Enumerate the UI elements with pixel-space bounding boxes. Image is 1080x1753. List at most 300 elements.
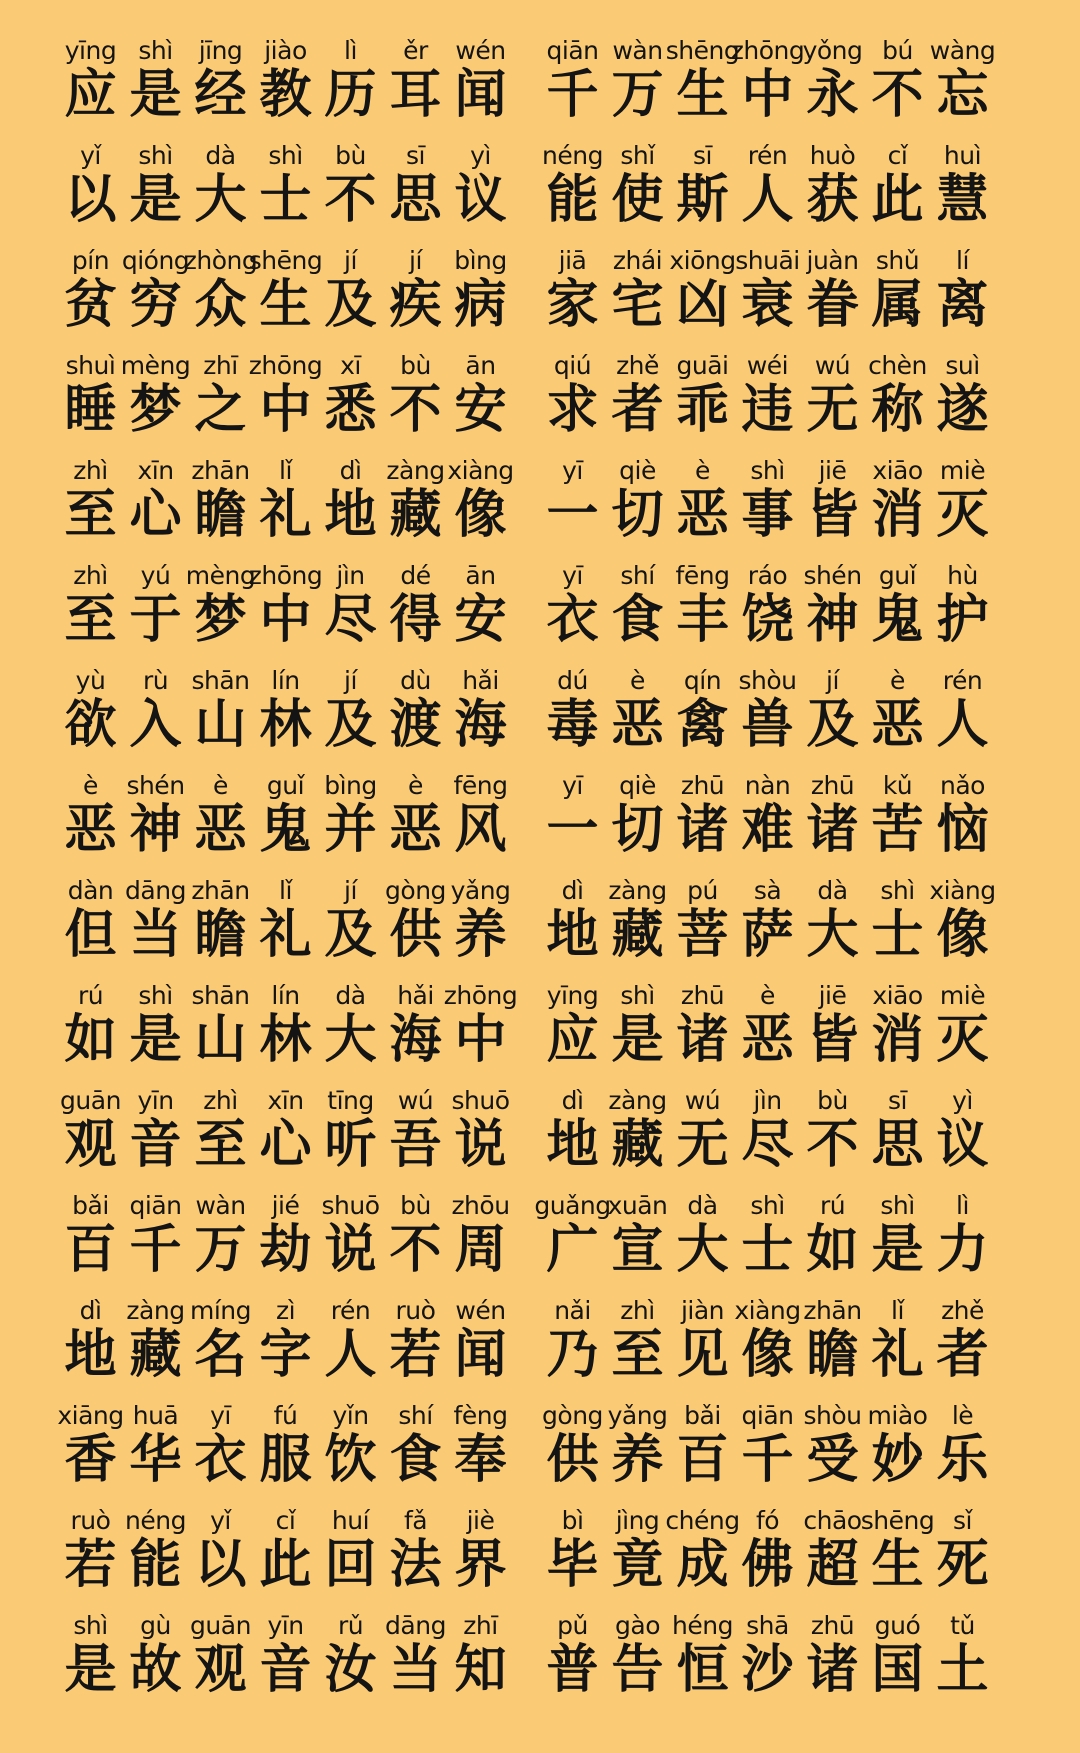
pinyin-syllable: jiē	[818, 981, 847, 1010]
pinyin-syllable: zhān	[803, 1296, 862, 1325]
hanzi-character: 如	[64, 1010, 117, 1070]
character-cell	[188, 771, 253, 876]
character-cell	[540, 1296, 605, 1401]
character-cell	[865, 141, 930, 246]
pinyin-syllable: dú	[557, 666, 588, 695]
pinyin-syllable: kǔ	[882, 771, 913, 800]
pinyin-syllable: chéng	[665, 1506, 740, 1535]
pinyin-syllable: sī	[888, 1086, 907, 1115]
character-cell	[253, 1506, 318, 1611]
hanzi-character: 诸	[676, 1010, 729, 1070]
character-cell	[318, 876, 383, 981]
hanzi-character: 乖	[676, 380, 729, 440]
pinyin-syllable: dà	[205, 141, 236, 170]
hanzi-character: 养	[454, 905, 507, 965]
hanzi-character: 以	[194, 1535, 247, 1595]
character-cell	[665, 1506, 740, 1611]
character-cell	[188, 1191, 253, 1296]
hanzi-character: 不	[389, 380, 442, 440]
hanzi-character: 经	[194, 65, 247, 125]
hanzi-character: 安	[454, 590, 507, 650]
character-cell	[58, 771, 123, 876]
hanzi-character: 宅	[611, 275, 664, 335]
character-cell	[58, 1191, 123, 1296]
pinyin-syllable: xiāng	[57, 1401, 124, 1430]
character-cell	[800, 561, 865, 666]
character-cell	[58, 1296, 123, 1401]
hanzi-character: 中	[454, 1010, 507, 1070]
hanzi-character: 土	[936, 1640, 989, 1700]
hanzi-character: 神	[129, 800, 182, 860]
hanzi-character: 者	[936, 1325, 989, 1385]
pinyin-syllable: zhì	[73, 561, 108, 590]
hanzi-character: 属	[871, 275, 924, 335]
pinyin-syllable: wàn	[195, 1191, 246, 1220]
hanzi-character: 疾	[389, 275, 442, 335]
hanzi-character: 人	[324, 1325, 377, 1385]
hanzi-character: 悉	[324, 380, 377, 440]
hanzi-character: 说	[454, 1115, 507, 1175]
pinyin-syllable: jié	[271, 1191, 300, 1220]
hanzi-character: 字	[259, 1325, 312, 1385]
pinyin-syllable: shì	[73, 1611, 108, 1640]
hanzi-character: 大	[676, 1220, 729, 1280]
pinyin-syllable: tǔ	[950, 1611, 975, 1640]
hanzi-character: 不	[324, 170, 377, 230]
hanzi-character: 菩	[676, 905, 729, 965]
character-cell	[865, 1086, 930, 1191]
character-cell	[735, 1506, 800, 1611]
pinyin-syllable: rǔ	[337, 1611, 364, 1640]
pinyin-syllable: shòu	[738, 666, 797, 695]
pinyin-syllable: dù	[400, 666, 431, 695]
verse-line-left	[58, 876, 513, 981]
hanzi-character: 竟	[611, 1535, 664, 1595]
character-cell	[58, 666, 123, 771]
hanzi-character: 难	[741, 800, 794, 860]
verse-row	[0, 36, 1080, 141]
pinyin-syllable: juàn	[806, 246, 859, 275]
verse-row	[0, 456, 1080, 561]
hanzi-character: 不	[806, 1115, 859, 1175]
hanzi-character: 是	[129, 1010, 182, 1070]
hanzi-character: 地	[546, 905, 599, 965]
hanzi-character: 故	[129, 1640, 182, 1700]
character-cell	[188, 1506, 253, 1611]
character-cell	[253, 666, 318, 771]
pinyin-syllable: míng	[189, 1296, 251, 1325]
pinyin-syllable: huò	[809, 141, 856, 170]
pinyin-syllable: yǐ	[210, 1506, 231, 1535]
character-cell	[383, 246, 448, 351]
pinyin-syllable: dà	[817, 876, 848, 905]
verse-line-left	[58, 771, 513, 876]
pinyin-syllable: fēng	[675, 561, 730, 590]
hanzi-character: 当	[389, 1640, 442, 1700]
character-cell	[248, 246, 323, 351]
character-cell	[383, 36, 448, 141]
pinyin-syllable: dāng	[385, 1611, 446, 1640]
character-cell	[540, 561, 605, 666]
character-cell	[58, 36, 123, 141]
verse-line-left	[58, 351, 513, 456]
hanzi-character: 藏	[389, 485, 442, 545]
pinyin-syllable: guǐ	[878, 561, 917, 590]
pinyin-syllable: nǎo	[940, 771, 985, 800]
hanzi-character: 能	[129, 1535, 182, 1595]
character-cell	[58, 456, 123, 561]
hanzi-character: 藏	[611, 1115, 664, 1175]
hanzi-character: 兽	[741, 695, 794, 755]
character-cell	[253, 771, 318, 876]
pinyin-syllable: è	[760, 981, 775, 1010]
hanzi-character: 生	[259, 275, 312, 335]
character-cell	[123, 141, 188, 246]
verse-line-right	[540, 456, 995, 561]
verse-row	[0, 666, 1080, 771]
pinyin-syllable: ān	[465, 561, 496, 590]
hanzi-character: 斯	[676, 170, 729, 230]
pinyin-syllable: shēng	[860, 1506, 935, 1535]
character-cell	[670, 876, 735, 981]
hanzi-character: 恶	[871, 695, 924, 755]
verse-line-right	[540, 1611, 995, 1716]
character-cell	[800, 1191, 865, 1296]
pinyin-syllable: shuō	[451, 1086, 510, 1115]
verse-line-left	[58, 141, 513, 246]
pinyin-syllable: zhū	[810, 1611, 855, 1640]
pinyin-syllable: jí	[409, 246, 422, 275]
hanzi-character: 瞻	[194, 485, 247, 545]
character-cell	[58, 1086, 123, 1191]
character-cell	[860, 1506, 935, 1611]
hanzi-character: 界	[454, 1535, 507, 1595]
pinyin-syllable: xiāo	[872, 981, 923, 1010]
character-cell	[253, 1401, 318, 1506]
pinyin-syllable: zhōng	[248, 351, 323, 380]
character-cell	[448, 666, 513, 771]
hanzi-character: 至	[64, 485, 117, 545]
pinyin-syllable: miè	[939, 456, 986, 485]
character-cell	[540, 246, 605, 351]
hanzi-character: 凶	[676, 275, 729, 335]
pinyin-syllable: è	[695, 456, 710, 485]
hanzi-character: 皆	[806, 1010, 859, 1070]
pinyin-syllable: rén	[747, 141, 788, 170]
hanzi-character: 地	[64, 1325, 117, 1385]
character-cell	[735, 456, 800, 561]
pinyin-syllable: cǐ	[275, 1506, 296, 1535]
pinyin-syllable: bìng	[324, 771, 377, 800]
character-cell	[188, 981, 253, 1086]
pinyin-syllable: jìn	[336, 561, 365, 590]
character-cell	[58, 1401, 123, 1506]
pinyin-syllable: yīn	[267, 1611, 304, 1640]
character-cell	[800, 1611, 865, 1716]
character-cell	[318, 1296, 383, 1401]
verse-row	[0, 1401, 1080, 1506]
character-cell	[540, 771, 605, 876]
character-cell	[188, 351, 253, 456]
hanzi-character: 千	[129, 1220, 182, 1280]
pinyin-syllable: sà	[753, 876, 782, 905]
hanzi-character: 但	[64, 905, 117, 965]
hanzi-character: 丰	[676, 590, 729, 650]
verse-row	[0, 141, 1080, 246]
hanzi-character: 切	[611, 800, 664, 860]
pinyin-syllable: jí	[344, 246, 357, 275]
pinyin-syllable: miè	[939, 981, 986, 1010]
hanzi-character: 之	[194, 380, 247, 440]
pinyin-syllable: mèng	[120, 351, 191, 380]
pinyin-syllable: shì	[138, 141, 173, 170]
character-cell	[670, 771, 735, 876]
hanzi-character: 像	[936, 905, 989, 965]
character-cell	[665, 36, 740, 141]
hanzi-character: 及	[806, 695, 859, 755]
character-cell	[448, 561, 513, 666]
verse-row	[0, 351, 1080, 456]
pinyin-syllable: tīng	[327, 1086, 374, 1115]
hanzi-character: 家	[546, 275, 599, 335]
character-cell	[540, 666, 605, 771]
hanzi-character: 毒	[546, 695, 599, 755]
hanzi-character: 恶	[64, 800, 117, 860]
hanzi-character: 护	[936, 590, 989, 650]
character-cell	[540, 1611, 605, 1716]
character-cell	[383, 1296, 448, 1401]
pinyin-syllable: zhě	[941, 1296, 984, 1325]
character-cell	[930, 351, 995, 456]
character-cell	[800, 141, 865, 246]
hanzi-character: 音	[259, 1640, 312, 1700]
character-cell	[800, 1506, 865, 1611]
hanzi-character: 瞻	[194, 905, 247, 965]
hanzi-character: 恶	[676, 485, 729, 545]
character-cell	[670, 141, 735, 246]
hanzi-character: 皆	[806, 485, 859, 545]
pinyin-syllable: gào	[615, 1611, 660, 1640]
hanzi-character: 衰	[741, 275, 794, 335]
hanzi-character: 贫	[64, 275, 117, 335]
character-cell	[448, 36, 513, 141]
pinyin-syllable: zì	[275, 1296, 296, 1325]
pinyin-syllable: zhī	[463, 1611, 498, 1640]
pinyin-syllable: yī	[562, 561, 583, 590]
pinyin-syllable: zhū	[680, 981, 725, 1010]
pinyin-syllable: néng	[125, 1506, 186, 1535]
character-cell	[383, 666, 448, 771]
character-cell	[318, 666, 383, 771]
hanzi-character: 乃	[546, 1325, 599, 1385]
pinyin-syllable: jí	[344, 876, 357, 905]
character-cell	[930, 1401, 995, 1506]
pinyin-syllable: qiú	[553, 351, 592, 380]
hanzi-character: 汝	[324, 1640, 377, 1700]
pinyin-syllable: shēng	[248, 246, 323, 275]
hanzi-character: 睡	[64, 380, 117, 440]
verse-row	[0, 1191, 1080, 1296]
character-cell	[735, 666, 800, 771]
verse-line-right	[540, 561, 995, 666]
pinyin-syllable: dì	[561, 876, 584, 905]
character-cell	[318, 1611, 383, 1716]
pinyin-syllable: rén	[330, 1296, 371, 1325]
pinyin-syllable: hǎi	[397, 981, 434, 1010]
verse-row	[0, 1086, 1080, 1191]
character-cell	[188, 876, 253, 981]
pinyin-syllable: qiān	[129, 1191, 182, 1220]
hanzi-character: 恶	[389, 800, 442, 860]
pinyin-syllable: dàn	[67, 876, 114, 905]
hanzi-character: 无	[676, 1115, 729, 1175]
character-cell	[735, 561, 800, 666]
hanzi-character: 普	[546, 1640, 599, 1700]
pinyin-syllable: yù	[75, 666, 106, 695]
pinyin-syllable: lín	[271, 666, 300, 695]
hanzi-character: 眷	[806, 275, 859, 335]
hanzi-character: 是	[871, 1220, 924, 1280]
hanzi-character: 称	[871, 380, 924, 440]
character-cell	[735, 1296, 800, 1401]
hanzi-character: 萨	[741, 905, 794, 965]
pinyin-syllable: shān	[191, 666, 250, 695]
hanzi-character: 灭	[936, 1010, 989, 1070]
pinyin-syllable: yīng	[546, 981, 599, 1010]
pinyin-syllable: bǎi	[72, 1191, 109, 1220]
hanzi-character: 闻	[454, 65, 507, 125]
hanzi-character: 应	[546, 1010, 599, 1070]
hanzi-character: 思	[871, 1115, 924, 1175]
character-cell	[383, 456, 448, 561]
pinyin-syllable: wéi	[746, 351, 789, 380]
character-cell	[735, 141, 800, 246]
pinyin-syllable: pú	[687, 876, 718, 905]
character-cell	[865, 456, 930, 561]
character-cell	[318, 351, 383, 456]
hanzi-character: 中	[259, 590, 312, 650]
character-cell	[188, 1086, 253, 1191]
pinyin-syllable: shén	[126, 771, 185, 800]
character-cell	[248, 561, 323, 666]
hanzi-character: 是	[64, 1640, 117, 1700]
character-cell	[188, 456, 253, 561]
hanzi-character: 恶	[194, 800, 247, 860]
hanzi-character: 香	[64, 1430, 117, 1490]
character-cell	[930, 981, 995, 1086]
hanzi-character: 食	[611, 590, 664, 650]
hanzi-character: 受	[806, 1430, 859, 1490]
character-cell	[605, 1611, 670, 1716]
pinyin-syllable: sī	[406, 141, 425, 170]
hanzi-character: 违	[741, 380, 794, 440]
character-cell	[318, 981, 383, 1086]
character-cell	[123, 1611, 188, 1716]
verse-row	[0, 876, 1080, 981]
character-cell	[253, 876, 318, 981]
pinyin-syllable: xiāo	[872, 456, 923, 485]
pinyin-syllable: è	[213, 771, 228, 800]
character-cell	[123, 456, 188, 561]
pinyin-syllable: xiàng	[734, 1296, 801, 1325]
hanzi-character: 周	[454, 1220, 507, 1280]
character-cell	[123, 1296, 188, 1401]
character-cell	[540, 876, 605, 981]
hanzi-character: 于	[129, 590, 182, 650]
character-cell	[123, 876, 188, 981]
character-cell	[448, 876, 513, 981]
hanzi-character: 忘	[936, 65, 989, 125]
pinyin-syllable: pǔ	[557, 1611, 588, 1640]
character-cell	[448, 456, 513, 561]
hanzi-character: 永	[806, 65, 859, 125]
character-cell	[58, 351, 123, 456]
hanzi-character: 说	[324, 1220, 377, 1280]
pinyin-syllable: xīn	[137, 456, 174, 485]
pinyin-syllable: zàng	[608, 876, 667, 905]
character-cell	[448, 771, 513, 876]
pinyin-syllable: shān	[191, 981, 250, 1010]
pinyin-syllable: huā	[132, 1401, 179, 1430]
hanzi-character: 议	[454, 170, 507, 230]
pinyin-syllable: rú	[77, 981, 104, 1010]
character-cell	[865, 1191, 930, 1296]
hanzi-character: 告	[611, 1640, 664, 1700]
character-cell	[383, 1086, 448, 1191]
hanzi-character: 梦	[129, 380, 182, 440]
hanzi-character: 藏	[129, 1325, 182, 1385]
hanzi-character: 风	[454, 800, 507, 860]
character-cell	[58, 141, 123, 246]
pinyin-syllable: guāi	[676, 351, 729, 380]
pinyin-syllable: guān	[60, 1086, 121, 1115]
character-cell	[930, 456, 995, 561]
pinyin-syllable: lǐ	[891, 1296, 904, 1325]
hanzi-character: 听	[324, 1115, 377, 1175]
pinyin-syllable: xīn	[267, 1086, 304, 1115]
character-cell	[605, 561, 670, 666]
hanzi-character: 百	[64, 1220, 117, 1280]
hanzi-character: 藏	[611, 905, 664, 965]
character-cell	[383, 141, 448, 246]
pinyin-syllable: wú	[684, 1086, 721, 1115]
character-cell	[930, 246, 995, 351]
character-cell	[448, 1191, 513, 1296]
pinyin-syllable: jiào	[264, 36, 307, 65]
verse-row	[0, 1296, 1080, 1401]
verse-line-right	[540, 1401, 995, 1506]
pinyin-syllable: è	[408, 771, 423, 800]
character-cell	[605, 351, 670, 456]
hanzi-character: 并	[324, 800, 377, 860]
hanzi-character: 佛	[741, 1535, 794, 1595]
pinyin-syllable: sī	[693, 141, 712, 170]
character-cell	[318, 456, 383, 561]
pinyin-syllable: qiān	[546, 36, 599, 65]
character-cell	[865, 561, 930, 666]
verse-line-right	[534, 1191, 995, 1296]
pinyin-syllable: jí	[344, 666, 357, 695]
character-cell	[800, 1086, 865, 1191]
hanzi-character: 华	[129, 1430, 182, 1490]
pinyin-syllable: shén	[803, 561, 862, 590]
pinyin-syllable: è	[890, 666, 905, 695]
hanzi-character: 一	[546, 485, 599, 545]
character-cell	[318, 771, 383, 876]
character-cell	[123, 1506, 188, 1611]
character-cell	[123, 246, 188, 351]
pinyin-syllable: guó	[874, 1611, 921, 1640]
